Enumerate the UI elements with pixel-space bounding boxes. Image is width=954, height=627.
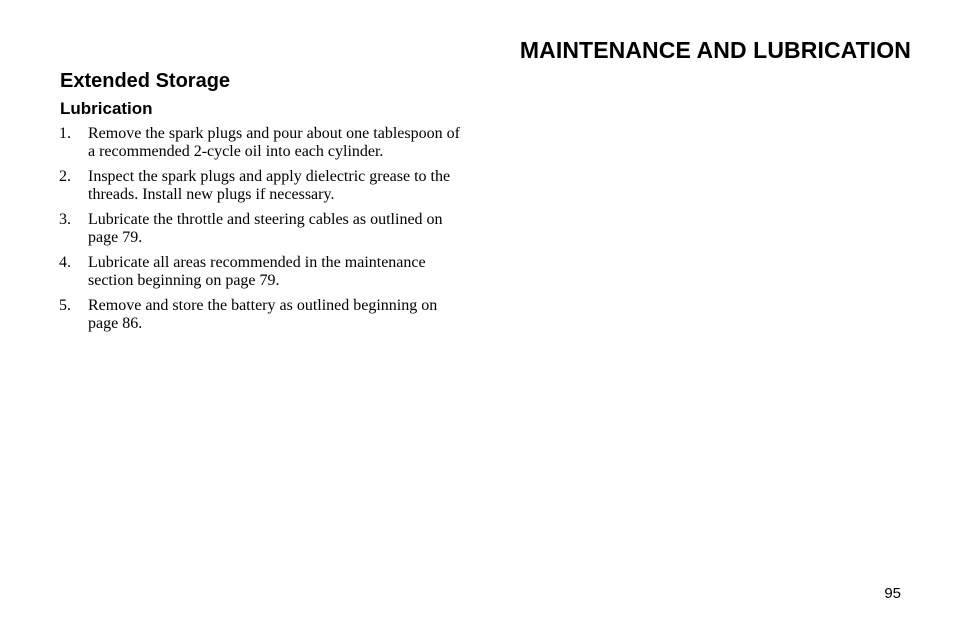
list-item (60, 297, 470, 333)
step-text: Remove the spark plugs and pour about one tablespoon of a recommended 2-cycle oil into each cylinder. (88, 125, 460, 160)
list-item (60, 254, 470, 290)
step-number: 1. (59, 125, 71, 142)
list-item (60, 125, 470, 161)
step-number: 4. (59, 254, 71, 271)
step-text: Remove and store the battery as outlined beginning on page 86. (88, 297, 438, 332)
section-content (60, 68, 470, 340)
step-text: Lubricate all areas recommended in the maintenance section beginning on page 79. (88, 254, 426, 289)
subsection-title: Lubrication (60, 99, 153, 118)
step-number: 5. (59, 297, 71, 314)
step-text: Lubricate the throttle and steering cables as outlined on page 79. (88, 211, 443, 246)
step-number: 2. (59, 168, 71, 185)
list-item (60, 211, 470, 247)
section-title: Extended Storage (60, 70, 231, 92)
step-number: 3. (59, 211, 71, 228)
list-item (60, 168, 470, 204)
page-number: 95 (884, 585, 901, 602)
chapter-title: MAINTENANCE AND LUBRICATION (519, 37, 911, 63)
lubrication-steps-list (60, 125, 470, 333)
step-text: Inspect the spark plugs and apply dielectric grease to the threads. Install new plugs if necessary. (88, 168, 451, 203)
